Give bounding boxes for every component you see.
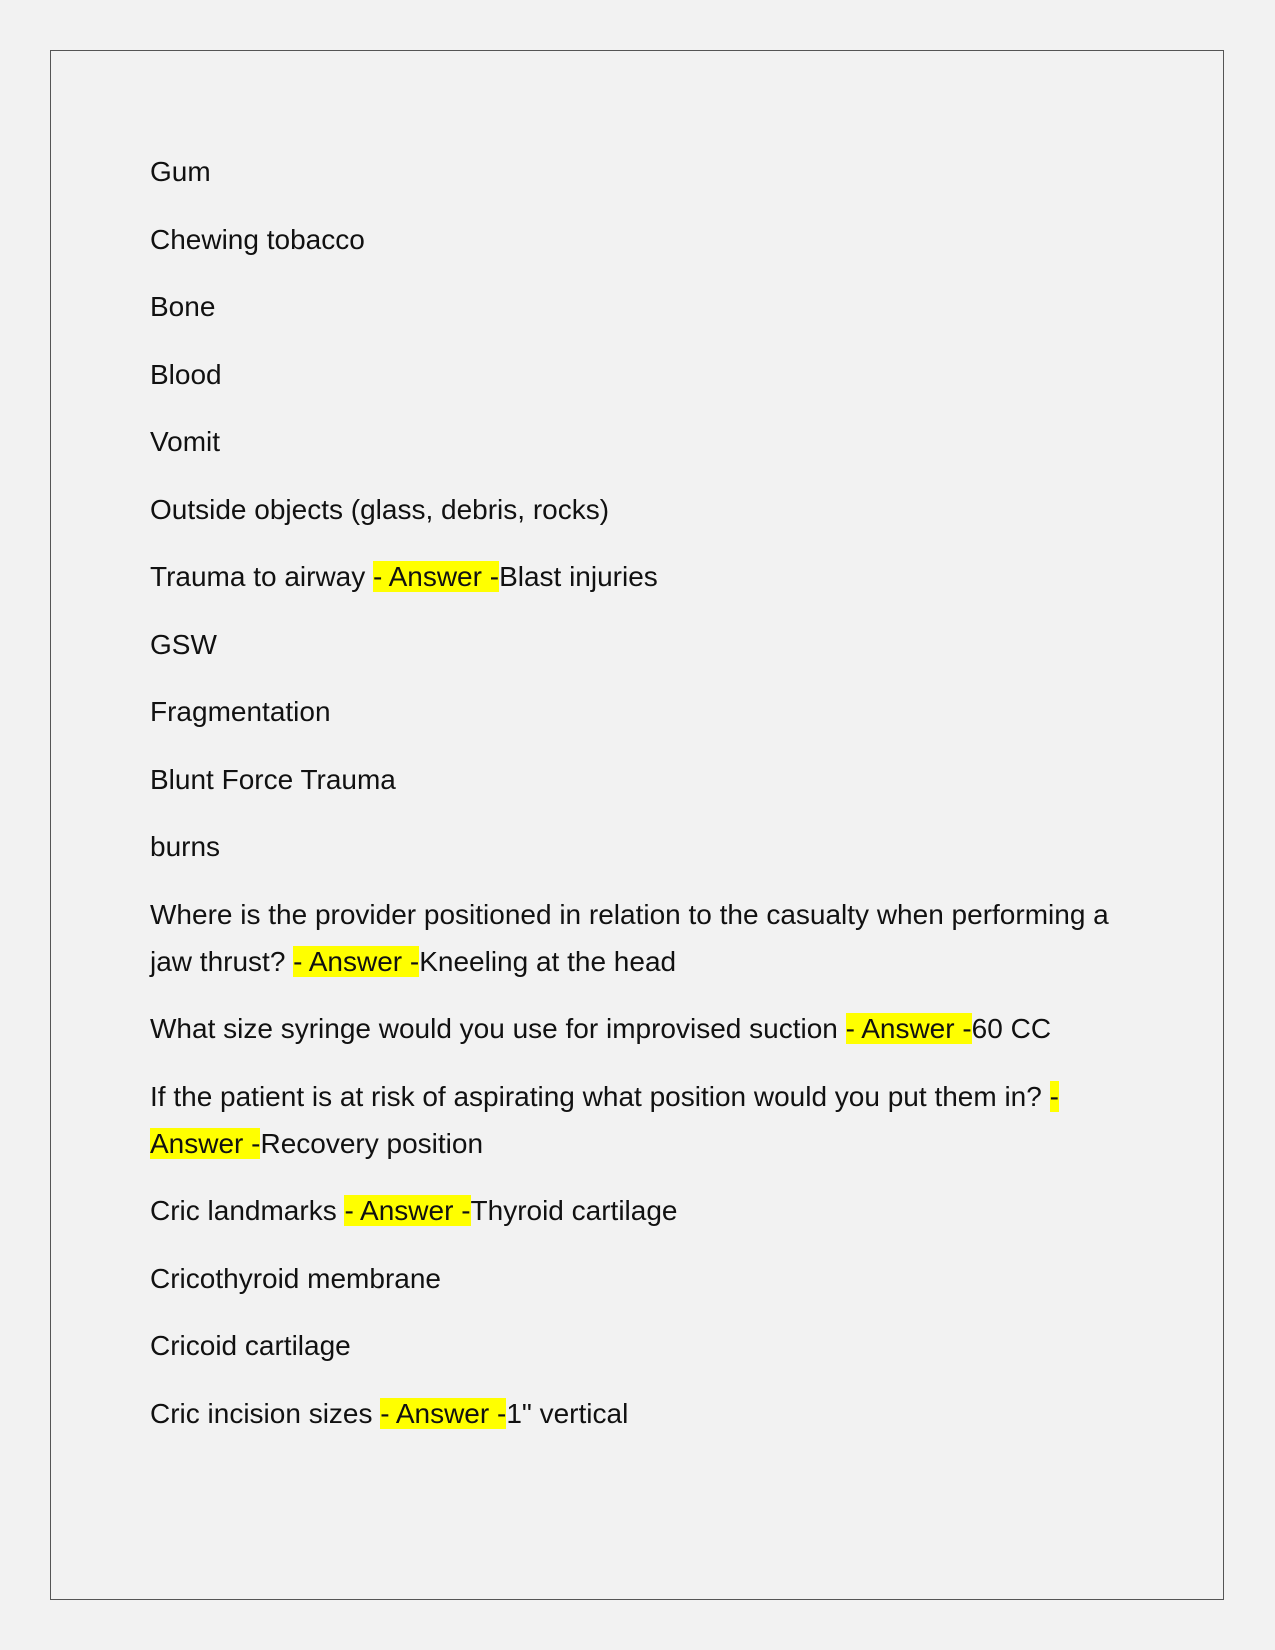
answer-text: Recovery position bbox=[260, 1127, 484, 1159]
list-item-cricoid-cartilage: Cricoid cartilage bbox=[150, 1330, 351, 1361]
document-body bbox=[150, 148, 1150, 1457]
list-item-gum: Gum bbox=[150, 156, 211, 187]
qa-syringe-size bbox=[150, 1005, 1150, 1052]
list-item-vomit: Vomit bbox=[150, 426, 221, 457]
question-text: Where is the provider positioned in relation to the casualty when performing a jaw thrust? bbox=[150, 898, 1109, 977]
answer-marker: - Answer - bbox=[380, 1397, 507, 1429]
answer-text: Blast injuries bbox=[499, 561, 658, 592]
question-text: What size syringe would you use for improvised suction bbox=[150, 1013, 846, 1044]
answer-marker: - Answer - bbox=[344, 1195, 471, 1226]
list-item-bone: Bone bbox=[150, 291, 216, 322]
list-item-gsw: GSW bbox=[150, 628, 217, 660]
qa-aspirating-position bbox=[150, 1073, 1150, 1167]
list-item-chewing-tobacco: Chewing tobacco bbox=[150, 223, 365, 255]
list-item-burns: burns bbox=[150, 831, 221, 862]
list-item-outside-objects: Outside objects (glass, debris, rocks) bbox=[150, 493, 610, 525]
question-text: Trauma to airway bbox=[150, 561, 374, 592]
list-item-fragmentation: Fragmentation bbox=[150, 696, 331, 727]
answer-marker: - Answer - bbox=[373, 561, 500, 592]
question-text: If the patient is at risk of aspirating what position would you put them in? bbox=[150, 1080, 1050, 1112]
answer-text: 1" vertical bbox=[506, 1397, 629, 1429]
answer-marker: - Answer - bbox=[150, 1080, 1059, 1159]
answer-text: Kneeling at the head bbox=[419, 945, 677, 977]
question-text: Cric landmarks bbox=[150, 1195, 345, 1226]
answer-marker: - Answer - bbox=[845, 1013, 972, 1044]
answer-marker: - Answer - bbox=[293, 945, 420, 977]
qa-jaw-thrust bbox=[150, 891, 1150, 985]
qa-cric-incision-sizes bbox=[150, 1390, 1150, 1437]
answer-text: Thyroid cartilage bbox=[470, 1195, 678, 1226]
question-text: Cric incision sizes bbox=[150, 1397, 381, 1429]
list-item-blood: Blood bbox=[150, 358, 222, 390]
qa-trauma-to-airway bbox=[150, 553, 1150, 600]
answer-text: 60 CC bbox=[971, 1013, 1052, 1044]
list-item-cricothyroid-membrane: Cricothyroid membrane bbox=[150, 1262, 441, 1294]
qa-cric-landmarks bbox=[150, 1187, 1150, 1234]
list-item-blunt-force: Blunt Force Trauma bbox=[150, 763, 396, 795]
